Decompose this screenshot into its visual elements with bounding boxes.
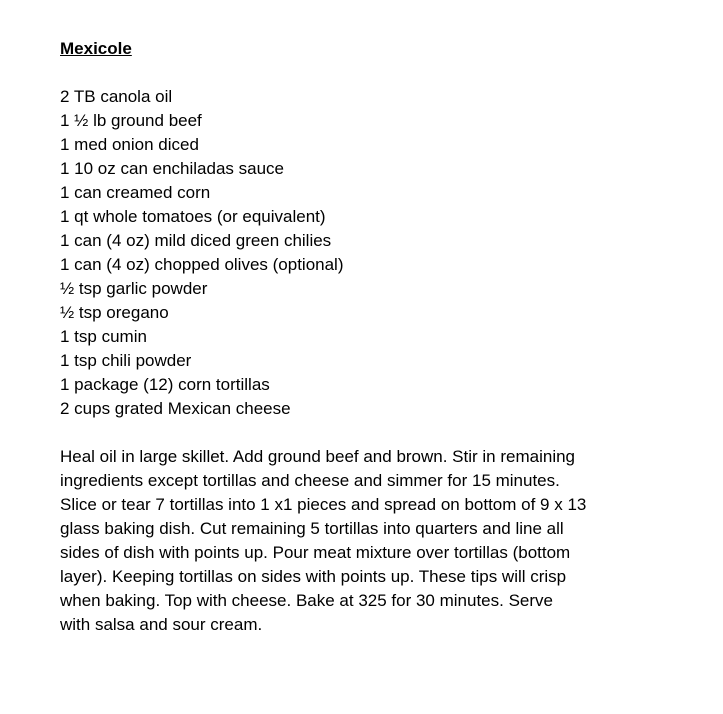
instruction-line: Slice or tear 7 tortillas into 1 x1 pieces and spread on bottom of 9 x 13 [60,495,587,514]
instruction-line: with salsa and sour cream. [60,615,263,634]
recipe-title: Mexicole [60,39,132,58]
ingredient-item: 1 can (4 oz) chopped olives (optional) [60,255,344,274]
recipe-document [60,37,680,637]
ingredient-item: 1 med onion diced [60,135,199,154]
ingredient-item: 1 package (12) corn tortillas [60,375,270,394]
ingredient-item: 1 10 oz can enchiladas sauce [60,159,284,178]
ingredient-list [60,85,680,421]
instruction-line: when baking. Top with cheese. Bake at 325 for 30 minutes. Serve [60,591,553,610]
ingredient-item: 1 ½ lb ground beef [60,111,202,130]
instruction-line: layer). Keeping tortillas on sides with points up. These tips will crisp [60,567,567,586]
ingredient-item: 2 cups grated Mexican cheese [60,399,291,418]
ingredient-item: 1 can creamed corn [60,183,211,202]
instruction-line: Heal oil in large skillet. Add ground beef and brown. Stir in remaining [60,447,576,466]
instruction-line: glass baking dish. Cut remaining 5 tortillas into quarters and line all [60,519,564,538]
ingredient-item: 2 TB canola oil [60,87,173,106]
ingredient-item: ½ tsp garlic powder [60,279,208,298]
instruction-line: ingredients except tortillas and cheese and simmer for 15 minutes. [60,471,560,490]
instructions-paragraph [60,445,680,637]
spacer [60,61,680,85]
ingredient-item: 1 tsp cumin [60,327,147,346]
instruction-line: sides of dish with points up. Pour meat mixture over tortillas (bottom [60,543,571,562]
ingredient-item: 1 can (4 oz) mild diced green chilies [60,231,332,250]
ingredient-item: 1 tsp chili powder [60,351,192,370]
ingredient-item: ½ tsp oregano [60,303,169,322]
spacer [60,421,680,445]
ingredient-item: 1 qt whole tomatoes (or equivalent) [60,207,326,226]
